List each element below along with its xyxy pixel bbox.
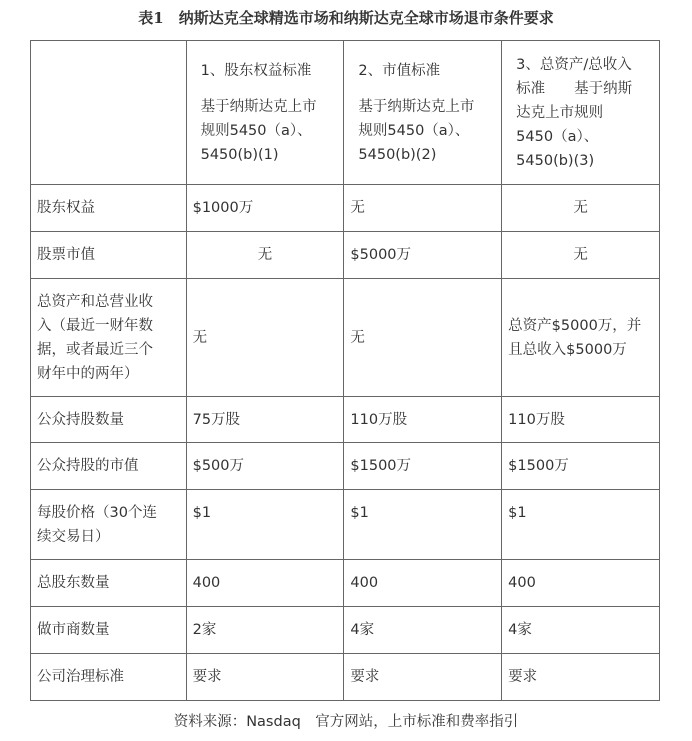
- header-rule-line: 规则5450（a）、: [200, 122, 312, 139]
- table-cell: 2家: [186, 607, 344, 654]
- header-label: 1、股东权益标准: [200, 62, 312, 79]
- table-cell: $1500万: [344, 443, 502, 490]
- table-row: [31, 443, 660, 490]
- header-rule: [508, 77, 653, 173]
- header-rule-line: 5450(b)(2): [358, 146, 437, 163]
- table-cell: 无: [344, 279, 502, 397]
- header-rule-line: 规则5450（a）、: [358, 122, 470, 139]
- header-rule-line: 基于纳斯达克上市: [358, 98, 475, 115]
- table-cell: $500万: [186, 443, 344, 490]
- table-cell: 要求: [344, 654, 502, 701]
- table-header-row: [31, 41, 660, 185]
- row-label-line: 续交易日）: [37, 528, 110, 545]
- row-label-line: 总资产和总营业收: [37, 293, 153, 310]
- table-row: [31, 490, 660, 560]
- table-cell: 总资产$5000万，并且总收入$5000万: [502, 279, 660, 397]
- header-rule: [193, 95, 338, 167]
- header-rule-line: 5450(b)(1): [200, 146, 279, 163]
- table-cell: $1: [186, 490, 344, 560]
- row-label: 公司治理标准: [31, 654, 187, 701]
- header-rule-line: 达克上市规则: [516, 104, 604, 121]
- row-label: 总股东数量: [31, 560, 187, 607]
- table-cell: $1: [344, 490, 502, 560]
- source-note: 资料来源：Nasdaq 官方网站，上市标准和费率指引: [173, 714, 519, 730]
- table-row: [31, 654, 660, 701]
- table-cell: 4家: [344, 607, 502, 654]
- row-label: 做市商数量: [31, 607, 187, 654]
- header-blank-cell: [31, 41, 187, 185]
- table-cell: $1500万: [502, 443, 660, 490]
- row-label-line: 每股价格（30个连: [37, 504, 157, 521]
- table-cell: $1: [502, 490, 660, 560]
- header-cell-market-value-standard: [344, 41, 502, 185]
- row-label: 公众持股数量: [31, 397, 187, 443]
- header-cell-assets-revenue-standard: [502, 41, 660, 185]
- header-rule-line: 标准 基于纳斯: [516, 80, 633, 97]
- table-cell: 75万股: [186, 397, 344, 443]
- table-cell: 400: [344, 560, 502, 607]
- row-label: [31, 279, 187, 397]
- table-cell: 无: [344, 185, 502, 232]
- table-cell: 无: [186, 279, 344, 397]
- delisting-requirements-table: [30, 40, 660, 701]
- table-row: [31, 607, 660, 654]
- table-cell: 无: [186, 232, 344, 279]
- table-cell: 4家: [502, 607, 660, 654]
- table-cell: 无: [502, 185, 660, 232]
- table-title: 表1 纳斯达克全球精选市场和纳斯达克全球市场退市条件要求: [138, 9, 554, 27]
- row-label: [31, 490, 187, 560]
- table-row: [31, 185, 660, 232]
- header-rule-line: 基于纳斯达克上市: [200, 98, 317, 115]
- header-label: 3、总资产/总收入: [516, 56, 632, 73]
- table-row: [31, 279, 660, 397]
- row-label: 股票市值: [31, 232, 187, 279]
- table-cell: 110万股: [502, 397, 660, 443]
- table-cell: 要求: [502, 654, 660, 701]
- table-cell: 400: [502, 560, 660, 607]
- table-row: [31, 232, 660, 279]
- header-rule-line: 5450(b)(3): [516, 152, 595, 169]
- table-row: [31, 560, 660, 607]
- row-label: 股东权益: [31, 185, 187, 232]
- header-rule-line: 5450（a）、: [516, 128, 599, 145]
- table-row: [31, 397, 660, 443]
- row-label: 公众持股的市值: [31, 443, 187, 490]
- row-label-line: 据，或者最近三个: [37, 341, 153, 358]
- row-label-line: 财年中的两年）: [37, 365, 139, 382]
- header-rule: [350, 95, 495, 167]
- table-cell: 110万股: [344, 397, 502, 443]
- table-cell: $5000万: [344, 232, 502, 279]
- table-cell: $1000万: [186, 185, 344, 232]
- header-label: 2、市值标准: [358, 62, 441, 79]
- header-cell-equity-standard: [186, 41, 344, 185]
- table-cell: 要求: [186, 654, 344, 701]
- row-label-line: 入（最近一财年数: [37, 317, 153, 334]
- table-cell: 400: [186, 560, 344, 607]
- table-cell: 无: [502, 232, 660, 279]
